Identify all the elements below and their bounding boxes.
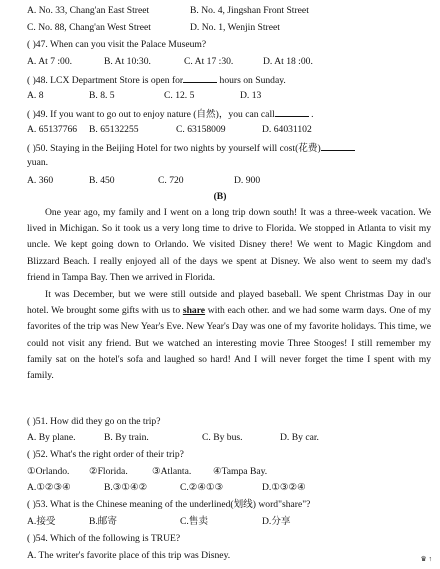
q48-blank: [183, 73, 217, 83]
q53-stem: ( )53. What is the Chinese meaning of the underlined(划线) word"share"?: [27, 499, 311, 510]
q47-option-c: C. At 17 :30.: [184, 56, 234, 67]
q49-option-b: B. 65132255: [89, 124, 139, 135]
q48-option-b: B. 8. 5: [89, 90, 115, 101]
q52-item-2: ②Florida.: [89, 466, 128, 477]
q50-blank: [321, 141, 355, 151]
p2-text-post: with each other. and we had some warm days. One of my favorites of the trip was New Year's Eve. New Year's Day was one of my favorite holidays. This time, we could not visit any friend. But we watched an interesting movie Three Stooges! I still remember my family sat on the hotel's sofa and laughed so hard! And I will never forget the time I spent with my family.: [27, 305, 431, 382]
q50-stem: [27, 141, 355, 155]
q48-option-c: C. 12. 5: [164, 90, 195, 101]
q50-stem-pre: ( )50. Staying in the Beijing Hotel for two nights by yourself will cost(花费): [27, 143, 321, 154]
q49-stem-post: .: [308, 109, 314, 120]
q54-option-a: A. The writer's favorite place of this trip was Disney.: [27, 550, 231, 561]
q51-option-d: D. By car.: [280, 432, 319, 443]
q53-option-d: D.分享: [262, 516, 291, 527]
underlined-word-share: share: [182, 305, 206, 317]
q48-stem-post: hours on Sunday.: [217, 75, 286, 86]
q49-stem-pre: ( )49. If you want to go out to enjoy nature (自然)，you can call: [27, 109, 275, 120]
q48-stem: [27, 73, 286, 87]
q51-stem: ( )51. How did they go on the trip?: [27, 416, 161, 427]
q47-option-a: A. At 7 :00.: [27, 56, 73, 67]
q52-stem: ( )52. What's the right order of their trip?: [27, 449, 184, 460]
q49-stem: [27, 107, 314, 121]
q47-option-d: D. At 18 :00.: [263, 56, 313, 67]
passage-paragraph-2: [27, 287, 431, 384]
q46-option-d: D. No. 1, Wenjin Street: [190, 22, 280, 33]
q54-stem: ( )54. Which of the following is TRUE?: [27, 533, 181, 544]
section-b-title: (B): [213, 191, 227, 202]
q46-option-c: C. No. 88, Chang'an West Street: [27, 22, 151, 33]
q52-option-c: C.②④①③: [180, 482, 224, 493]
q47-option-b: B. At 10:30.: [104, 56, 151, 67]
q53-option-a: A.接受: [27, 516, 56, 527]
q52-item-4: ④Tampa Bay.: [213, 466, 268, 477]
q52-option-b: B.③①④②: [104, 482, 148, 493]
q51-option-b: B. By train.: [104, 432, 149, 443]
q48-stem-pre: ( )48. LCX Department Store is open for: [27, 75, 184, 86]
q49-option-c: C. 63158009: [176, 124, 226, 135]
q46-option-a: A. No. 33, Chang'an East Street: [27, 5, 150, 16]
q47-stem: ( )47. When can you visit the Palace Museum?: [27, 39, 207, 50]
q50-option-d: D. 900: [234, 175, 261, 186]
q52-option-a: A.①②③④: [27, 482, 71, 493]
q52-item-3: ③Atlanta.: [152, 466, 192, 477]
q46-option-b: B. No. 4, Jingshan Front Street: [190, 5, 309, 16]
q49-option-d: D. 64031102: [262, 124, 312, 135]
q51-option-a: A. By plane.: [27, 432, 76, 443]
q53-option-c: C.售卖: [180, 516, 208, 527]
q48-option-d: D. 13: [240, 90, 262, 101]
q50-option-c: C. 720: [158, 175, 184, 186]
passage-paragraph-1: One year ago, my family and I went on a long trip down south! It was a three-week vacation. We lived in Michigan. So it took us a very long time to drive to Florida. We stopped in Atlanta to visit my uncle. We kept going down to Orlando. We visited Disney there! We went to Magic Kingdom and Blizzard Beach. I really enjoyed all of the days we spent at Disney. We also went to seem my dad's friend in Tampa Bay. Then we arrived in Florida.: [27, 207, 431, 283]
q53-option-b: B.邮寄: [89, 516, 117, 527]
q50-option-b: B. 450: [89, 175, 115, 186]
q50-stem-tail: yuan.: [27, 157, 49, 168]
q52-option-d: D.①③②④: [262, 482, 306, 493]
q48-option-a: A. 8: [27, 90, 44, 101]
q49-blank: [275, 107, 309, 117]
p2-text-pre: It was December, but we were still outside and played baseball. We spent Christmas Day in our hotel. We brought some gifts with us to: [27, 289, 431, 317]
q51-option-c: C. By bus.: [202, 432, 243, 443]
q50-option-a: A. 360: [27, 175, 54, 186]
q52-item-1: ①Orlando.: [27, 466, 70, 477]
corner-mark: ♛ ↑: [420, 555, 432, 563]
q49-option-a: A. 65137766: [27, 124, 78, 135]
